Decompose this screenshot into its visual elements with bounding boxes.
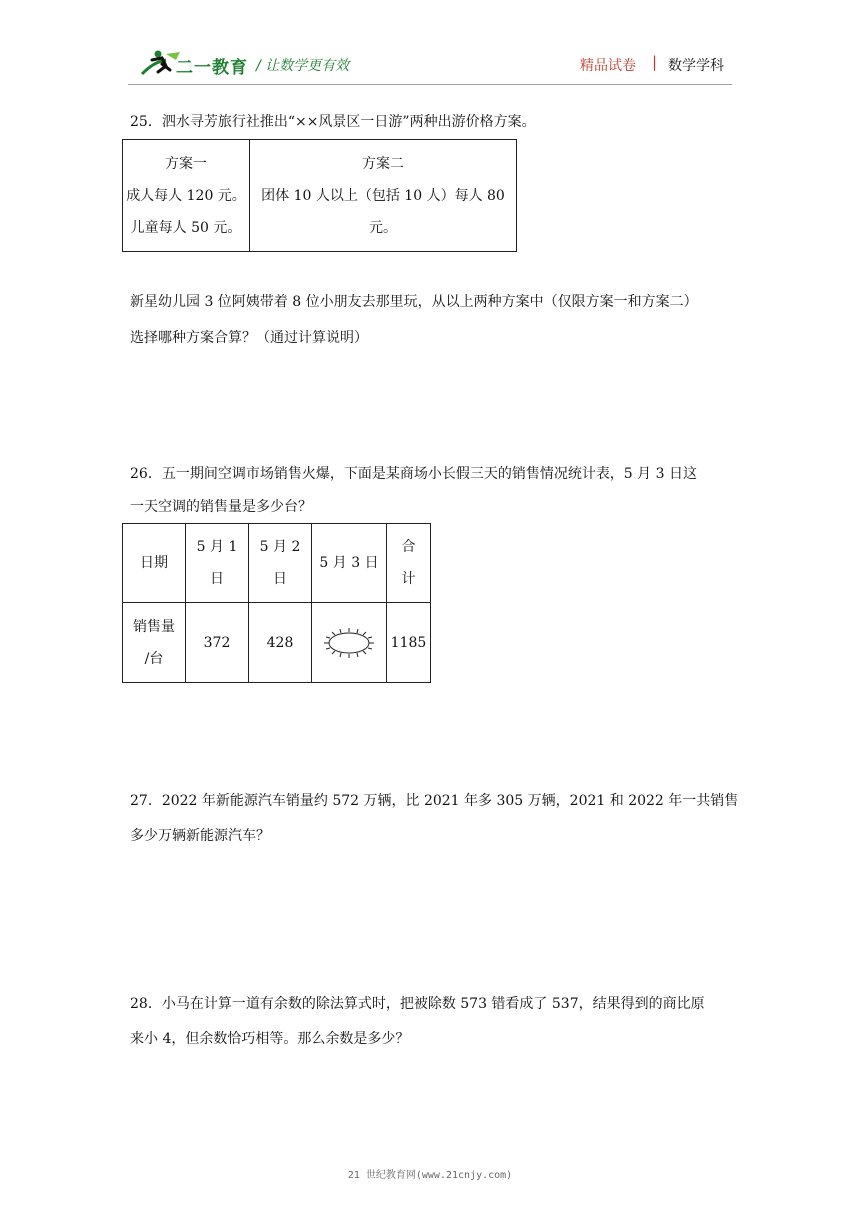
q27-text-1: 27．2022 年新能源汽车销量约 572 万辆，比 2021 年多 305 万辆，2021 和 2022 年一共销售: [130, 793, 739, 809]
cell-may3-unknown: [312, 603, 387, 683]
header-total-b: 计: [401, 571, 416, 587]
q25-text: 25．泗水寻芳旅行社推出“××风景区一日游”两种出游价格方案。: [130, 114, 536, 130]
q27-text-2: 多少万辆新能源汽车？: [130, 828, 270, 844]
header-may2-b: 日: [273, 571, 287, 587]
q25-followup-2: 选择哪种方案合算？（通过计算说明）: [130, 330, 368, 346]
brand-name: 二一教育: [176, 58, 248, 78]
plan2-title: 方案二: [362, 155, 404, 172]
page-header: [0, 0, 860, 92]
header-separator: |: [652, 53, 658, 71]
header-may1: [186, 524, 249, 603]
q26-text-1: 26．五一期间空调市场销售火爆，下面是某商场小长假三天的销售情况统计表，5 月 3 日这: [130, 466, 697, 482]
q25-followup-1: 新星幼儿园 3 位阿姨带着 8 位小朋友去那里玩，从以上两种方案中（仅限方案一和方案二）: [130, 294, 698, 310]
brand-slogan: / 让数学更有效: [256, 58, 350, 74]
row-label-a: 销售量: [133, 618, 175, 635]
plan1-line1: 成人每人 120 元。: [126, 187, 246, 204]
header-total: [387, 524, 431, 603]
plan2-line2: 元。: [369, 219, 397, 236]
header-may1-b: 日: [210, 571, 224, 587]
header-tag: 精品试卷: [580, 58, 636, 74]
plan1-title: 方案一: [165, 155, 207, 172]
plan2-line1: 团体 10 人以上（包括 10 人）每人 80: [261, 187, 505, 204]
header-divider: [128, 84, 732, 85]
cell-total: 1185: [387, 603, 431, 683]
plan1-cell: [123, 140, 250, 252]
header-date: 日期: [123, 524, 186, 603]
q26-text-2: 一天空调的销售量是多少台？: [130, 499, 312, 515]
header-total-a: 合: [401, 539, 416, 555]
cell-may2: 428: [249, 603, 312, 683]
page-footer: 21 世纪教育网(www.21cnjy.com): [347, 1170, 513, 1181]
header-may2: [249, 524, 312, 603]
q26-sales-table: [122, 523, 431, 683]
q25-price-table: [122, 139, 517, 252]
plan2-cell: [250, 140, 517, 252]
row-label: [123, 603, 186, 683]
header-may2-a: 5 月 2: [259, 539, 301, 555]
plan1-line2: 儿童每人 50 元。: [130, 219, 242, 236]
sun-blot-icon: [320, 626, 378, 660]
header-may1-a: 5 月 1: [196, 539, 238, 555]
q28-text-2: 来小 4，但余数恰巧相等。那么余数是多少？: [130, 1031, 410, 1047]
row-label-b: /台: [144, 650, 164, 667]
cell-may1: 372: [186, 603, 249, 683]
header-subject: 数学学科: [668, 58, 724, 74]
q28-text-1: 28．小马在计算一道有余数的除法算式时，把被除数 573 错看成了 537，结果得到的商比原: [130, 996, 705, 1012]
header-may3: 5 月 3 日: [312, 524, 387, 603]
